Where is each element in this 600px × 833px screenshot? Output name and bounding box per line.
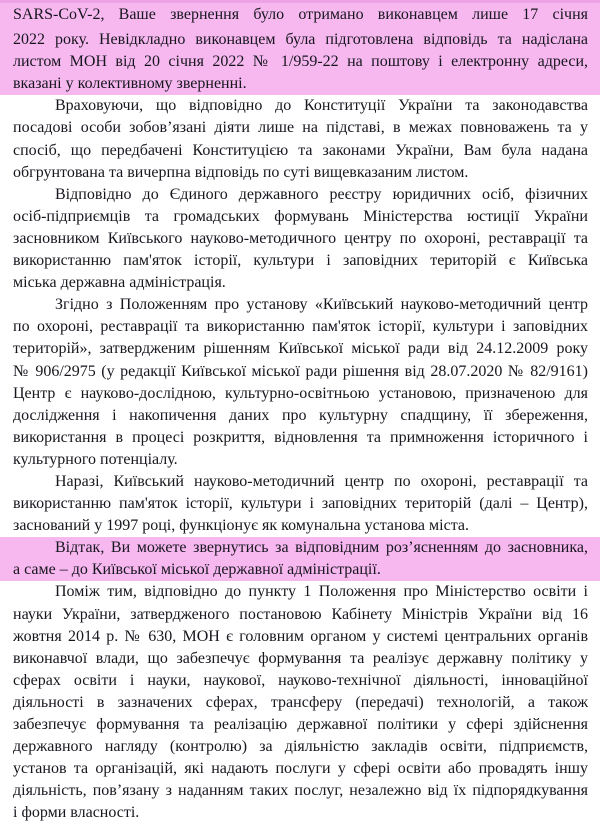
text-line: Враховуючи, що відповідно до Конституції України та законодавства — [55, 97, 588, 115]
text-line: по охороні, реставрації та використанню пам'яток історії, культури і заповідних — [13, 318, 588, 336]
text-line: використанню пам'яток історії, культури і заповідних територій є Київська — [13, 252, 588, 270]
text-line: Поміж тим, відповідно до пункту 1 Положення про Міністерство освіти і — [55, 583, 588, 601]
text-line: сферах освіти і науки, наукової, науково-технічної діяльності, інноваційної — [13, 671, 588, 689]
text-line-highlighted: SARS-CoV-2, Ваше звернення було отримано виконавцем лише 17 січня — [0, 0, 600, 29]
text-line: і форми власності. — [13, 804, 140, 822]
text-line: використання в процесі розкриття, відновлення та примноження історичного і — [13, 428, 588, 446]
text-line: науки України, затвердженого постановою Кабінету Міністрів України від 16 — [13, 605, 588, 623]
text-line: міська державна адміністрація. — [13, 274, 226, 292]
text-line: діяльність, пов’язану з наданням таких послуг, незалежно від їх підпорядкування — [13, 782, 588, 800]
text-line: територій», затвердженим рішенням Київської міської ради від 24.12.2009 року — [13, 340, 588, 358]
text-line: Центр є науково-дослідною, культурно-освітньою установою, призначеною для — [13, 384, 588, 402]
text-line: обгрунтована та вичерпна відповідь по суті вищевказаним листом. — [13, 163, 469, 181]
text-line: Згідно з Положенням про установу «Київський науково-методичний центр — [55, 296, 588, 314]
text-line-highlighted: вказані у колективному зверненні. — [0, 73, 600, 95]
text-line: використанню пам'яток історії, культури і заповідних територій (далі – Центр), — [13, 495, 588, 513]
text-line-highlighted: листом МОН від 20 січня 2022 № 1/959-22 на поштову і електронну адреси, — [0, 51, 600, 73]
text-line: Відповідно до Єдиного державного реєстру юридичних осіб, фізичних — [55, 185, 588, 203]
text-line: установ та організацій, які надають послуги у сфері освіти або провадять іншу — [13, 760, 588, 778]
text-line: виконавчої влади, що забезпечує формування та реалізує державну політику у — [13, 649, 588, 667]
text-line: посадові особи зобов’язані діяти лише на підставі, в межах повноважень та у — [13, 119, 588, 137]
text-line-highlighted: 2022 року. Невідкладно виконавцем була підготовлена відповідь та надіслана — [0, 29, 600, 51]
text-line: засновником Київського науково-методичного центру по охороні, реставрації та — [13, 229, 588, 247]
text-line: діяльності в зазначених сферах, трансферу (передачі) технологій, а також — [13, 693, 588, 711]
text-line: жовтня 2014 р. № 630, МОН є головним органом у системі центральних органів — [13, 627, 588, 645]
text-line: осіб-підприємців та громадських формувань Міністерства юстиції України — [13, 207, 588, 225]
text-line: спосіб, що передбачені Конституцією та законами України, Вам була надана — [13, 141, 588, 159]
text-line: культурного потенціалу. — [13, 450, 178, 468]
text-line-highlighted: а саме – до Київської міської державної адміністрації. — [0, 559, 600, 581]
text-line: заснований у 1997 році, функціонує як комунальна установа міста. — [13, 517, 469, 535]
text-line: № 906/2975 (у редакції Київської міської ради рішення від 28.07.2020 № 82/9161) — [13, 362, 588, 380]
text-line: Наразі, Київський науково-методичний центр по охороні, реставрації та — [55, 472, 588, 490]
text-line: дослідження і накопичення даних про культурну спадщину, її збереження, — [13, 406, 588, 424]
text-line: державного нагляду (контролю) за діяльністю закладів освіти, підприємств, — [13, 738, 588, 756]
text-line: забезпечує формування та реалізацію державної політики у сфері здійснення — [13, 716, 588, 733]
text-line-highlighted: Відтак, Ви можете звернутись за відповідним роз’ясненням до засновника, — [0, 537, 600, 559]
